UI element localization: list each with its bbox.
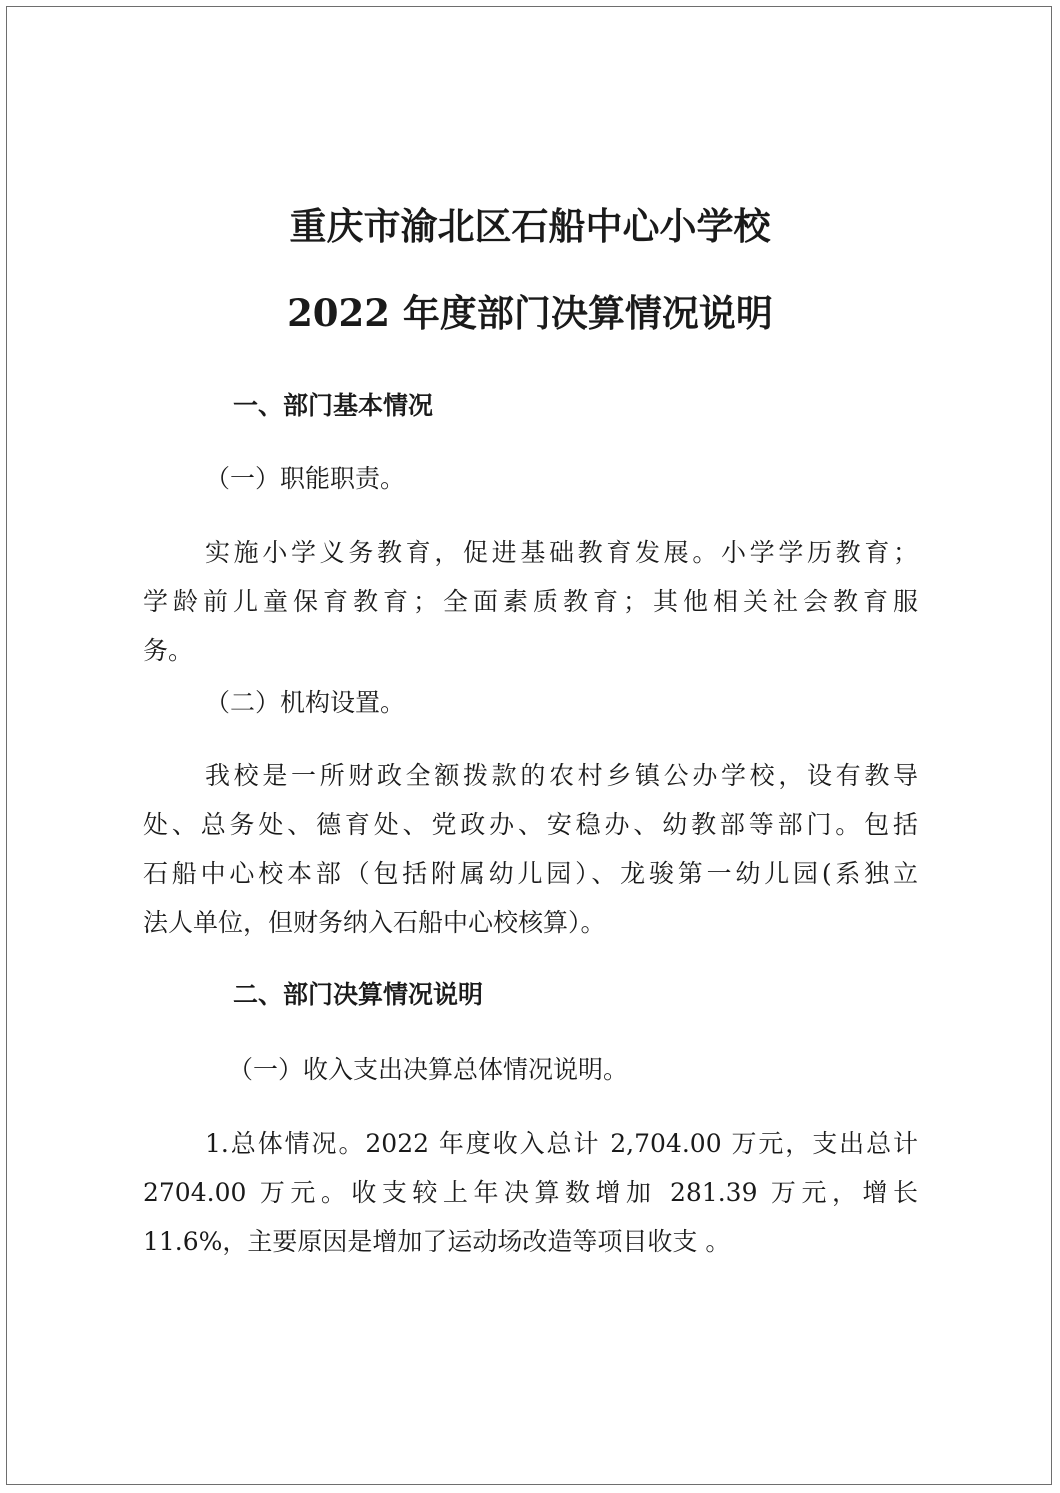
paragraph-line: 1.总体情况。2022 年度收入总计 2,704.00 万元，支出总计 xyxy=(205,1129,918,1158)
subsection-heading-income-expenditure: （一）收入支出决算总体情况说明。 xyxy=(228,1055,629,1084)
paragraph-line: 2704.00 万元。收支较上年决算数增加 281.39 万元，增长 xyxy=(143,1178,918,1207)
paragraph-line: 处、总务处、德育处、党政办、安稳办、幼教部等部门。包括 xyxy=(143,810,918,839)
paragraph-line: 我校是一所财政全额拨款的农村乡镇公办学校，设有教导 xyxy=(205,761,918,790)
paragraph-line: 实施小学义务教育，促进基础教育发展。小学学历教育； xyxy=(205,538,918,567)
document-title-line1: 重庆市渝北区石船中心小学校 xyxy=(289,204,771,248)
paragraph-line: 石船中心校本部（包括附属幼儿园）、龙骏第一幼儿园(系独立 xyxy=(143,859,918,888)
subsection-heading-duties: （一）职能职责。 xyxy=(205,464,406,493)
paragraph-line: 务。 xyxy=(143,636,194,665)
document-title-line2: 2022 年度部门决算情况说明 xyxy=(287,291,773,335)
section-heading-final-accounts: 二、部门决算情况说明 xyxy=(233,980,484,1009)
section-heading-basic-info: 一、部门基本情况 xyxy=(233,391,434,420)
subsection-heading-organization: （二）机构设置。 xyxy=(205,688,406,717)
paragraph-line: 法人单位，但财务纳入石船中心校核算）。 xyxy=(143,908,606,937)
paragraph-line: 11.6%，主要原因是增加了运动场改造等项目收支 。 xyxy=(143,1227,731,1256)
paragraph-line: 学龄前儿童保育教育；全面素质教育；其他相关社会教育服 xyxy=(143,587,918,616)
